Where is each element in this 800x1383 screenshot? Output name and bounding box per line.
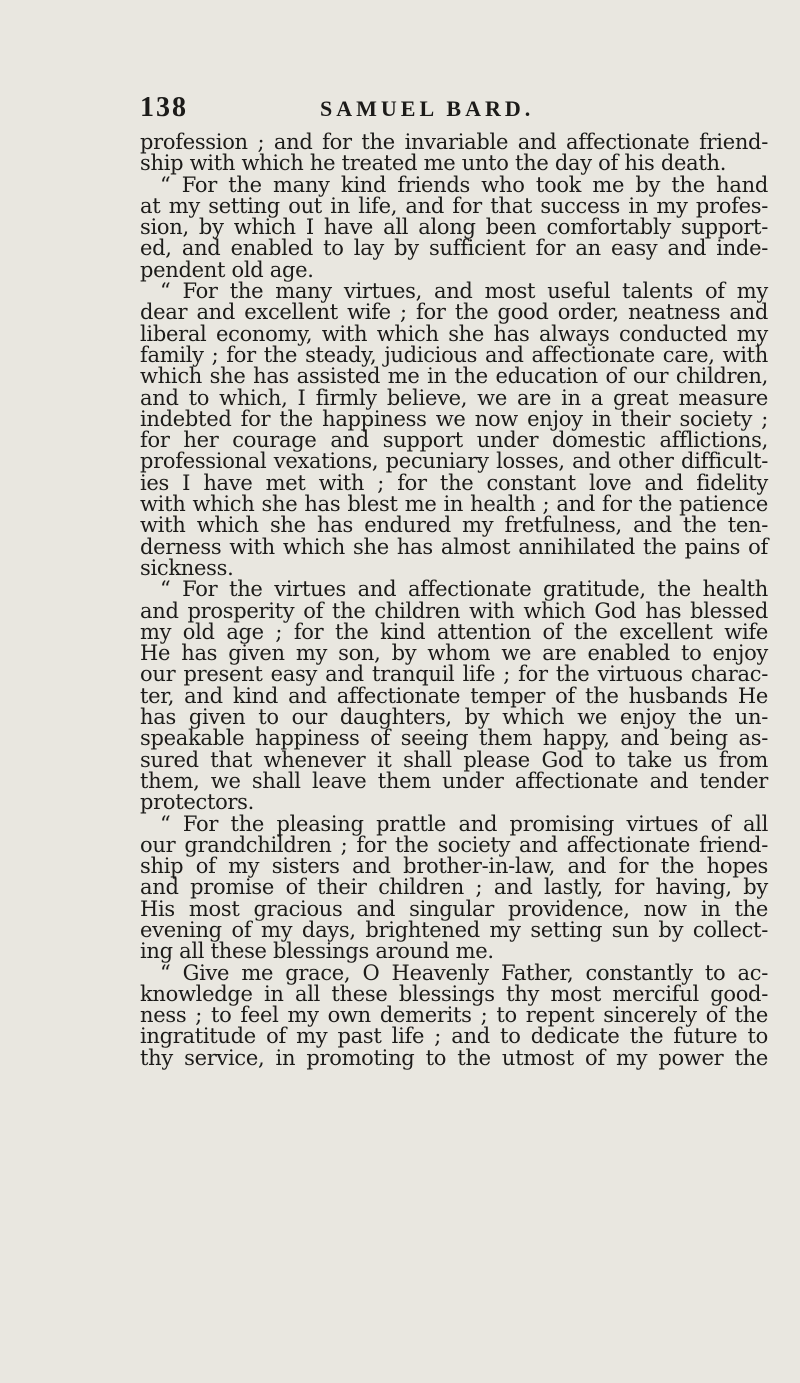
text-line: He has given my son, by whom we are enabled to enjoy xyxy=(140,641,768,666)
text-line: knowledge in all these blessings thy most merciful good- xyxy=(140,981,768,1006)
text-line: “ For the many kind friends who took me by the hand xyxy=(160,172,768,197)
text-line: and to which, I firmly believe, we are in a great measure xyxy=(140,385,768,410)
page-number: 138 xyxy=(140,92,188,123)
text-line: ship of my sisters and brother-in-law, and for the hopes xyxy=(140,854,768,879)
text-line: “ For the virtues and affectionate gratitude, the health xyxy=(160,577,768,602)
text-line: my old age ; for the kind attention of the excellent wife xyxy=(140,619,768,644)
text-line: liberal economy, with which she has always conducted my xyxy=(140,321,768,346)
text-line: ship with which he treated me unto the day of his death. xyxy=(140,151,727,176)
text-line: indebted for the happiness we now enjoy in their society ; xyxy=(140,406,768,431)
text-line: sion, by which I have all along been comfortably support- xyxy=(140,215,768,240)
text-line: profession ; and for the invariable and affectionate friend- xyxy=(140,130,768,154)
text-line: our grandchildren ; for the society and affectionate friend- xyxy=(140,832,768,857)
body-text xyxy=(140,132,768,1069)
text-line: which she has assisted me in the education of our children, xyxy=(140,364,768,389)
text-line: them, we shall leave them under affectionate and tender xyxy=(140,768,768,793)
text-line: “ Give me grace, O Heavenly Father, constantly to ac- xyxy=(160,960,768,985)
text-line: evening of my days, brightened my setting sun by collect- xyxy=(140,917,768,942)
text-line: dear and excellent wife ; for the good order, neatness and xyxy=(140,300,768,325)
text-line: “ For the many virtues, and most useful talents of my xyxy=(160,279,768,304)
text-line: has given to our daughters, by which we enjoy the un- xyxy=(140,705,768,730)
text-line: with which she has blest me in health ; and for the patience xyxy=(140,492,768,517)
text-line: pendent old age. xyxy=(140,257,314,282)
text-line: ingratitude of my past life ; and to dedicate the future to xyxy=(140,1024,768,1049)
text-line: sickness. xyxy=(140,555,234,580)
text-line: sured that whenever it shall please God to take us from xyxy=(140,747,768,772)
text-line: ies I have met with ; for the constant love and fidelity xyxy=(140,470,768,495)
text-line: His most gracious and singular providence, now in the xyxy=(140,896,768,921)
text-line: our present easy and tranquil life ; for the virtuous charac- xyxy=(140,662,768,687)
text-line: and promise of their children ; and lastly, for having, by xyxy=(140,875,768,900)
text-line: ed, and enabled to lay by sufficient for an easy and inde- xyxy=(140,236,768,261)
text-line: and prosperity of the children with which God has blessed xyxy=(140,598,768,623)
text-line: speakable happiness of seeing them happy, and being as- xyxy=(140,726,768,751)
text-line: thy service, in promoting to the utmost of my power the xyxy=(140,1045,768,1070)
text-line: ness ; to feel my own demerits ; to repent sincerely of the xyxy=(140,1003,768,1028)
text-line: protectors. xyxy=(140,790,255,815)
running-title: SAMUEL BARD. xyxy=(320,96,535,121)
text-line: professional vexations, pecuniary losses, and other difficult- xyxy=(140,449,768,474)
text-line: with which she has endured my fretfulness, and the ten- xyxy=(140,513,768,538)
text-line: derness with which she has almost annihilated the pains of xyxy=(140,534,768,559)
text-line: ing all these blessings around me. xyxy=(140,939,494,964)
running-head xyxy=(140,92,760,132)
text-line: at my setting out in life, and for that success in my profes- xyxy=(140,193,768,218)
text-line: for her courage and support under domestic afflictions, xyxy=(140,428,768,453)
text-line: “ For the pleasing prattle and promising virtues of all xyxy=(160,811,768,836)
text-line: family ; for the steady, judicious and affectionate care, with xyxy=(140,342,768,367)
text-line: ter, and kind and affectionate temper of the husbands He xyxy=(140,683,768,708)
